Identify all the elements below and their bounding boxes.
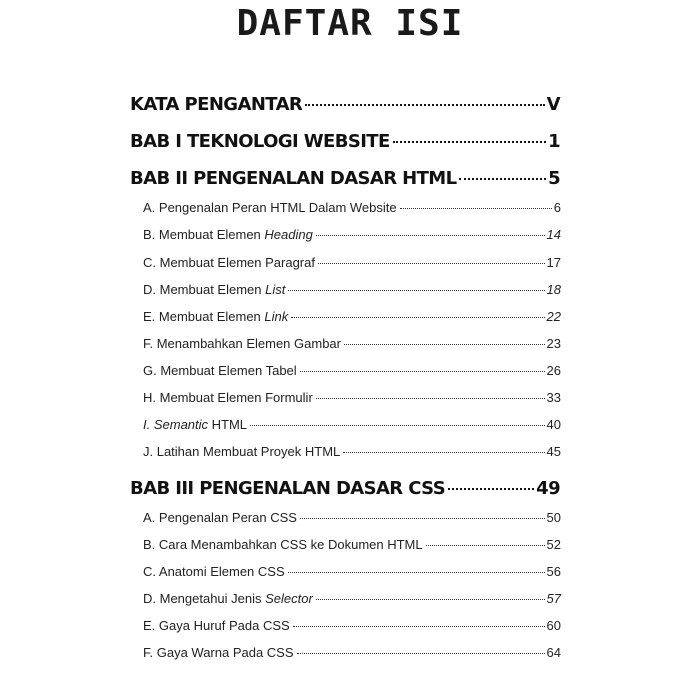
toc-entry-label bbox=[143, 564, 285, 580]
toc-entry-label-part: A. Pengenalan Peran CSS bbox=[143, 510, 297, 525]
toc-section-entry bbox=[143, 390, 561, 406]
toc-page-number: 56 bbox=[546, 564, 561, 579]
toc-page-number: 64 bbox=[546, 645, 561, 660]
toc-entry-label bbox=[130, 131, 390, 153]
toc-section-entry bbox=[143, 363, 561, 379]
toc-chapter-entry bbox=[130, 478, 560, 500]
toc-entry-label-part: F. Menambahkan Elemen Gambar bbox=[143, 336, 341, 351]
toc-entry-label bbox=[143, 444, 340, 460]
toc-entry-label-part: HTML bbox=[208, 417, 248, 432]
dot-leader bbox=[393, 141, 546, 143]
dot-leader bbox=[300, 371, 545, 372]
toc-entry-label bbox=[143, 309, 288, 325]
toc-entry-label-part: J. Latihan Membuat Proyek HTML bbox=[143, 444, 341, 459]
dot-leader bbox=[305, 104, 545, 106]
toc-section-entry bbox=[143, 227, 561, 243]
toc-entry-label bbox=[130, 478, 445, 500]
toc-entry-label-part: BAB III PENGENALAN DASAR CSS bbox=[130, 478, 446, 499]
toc-entry-label bbox=[143, 282, 285, 298]
toc-page-number: 5 bbox=[548, 168, 560, 189]
page-title: DAFTAR ISI bbox=[236, 3, 464, 44]
toc-entry-label-part: Selector bbox=[265, 591, 313, 606]
toc-entry-label-part: F. Gaya Warna Pada CSS bbox=[143, 645, 294, 660]
toc-entry-label bbox=[143, 390, 313, 406]
toc-page-number: 23 bbox=[546, 336, 561, 351]
toc-entry-label bbox=[130, 168, 456, 190]
toc-entry-label bbox=[143, 336, 341, 352]
dot-leader bbox=[293, 626, 545, 627]
toc-entry-label bbox=[143, 227, 313, 243]
toc-entry-label-part: D. Membuat Elemen bbox=[143, 282, 266, 297]
toc-page-number: V bbox=[546, 94, 560, 115]
dot-leader bbox=[288, 572, 545, 573]
toc-chapter-entry bbox=[130, 94, 560, 116]
toc-section-entry bbox=[143, 618, 561, 634]
dot-leader bbox=[459, 178, 546, 180]
toc-entry-label bbox=[143, 417, 247, 433]
toc-entry-label-part: Heading bbox=[264, 227, 313, 242]
toc-entry-label bbox=[143, 255, 315, 271]
toc-page-number: 40 bbox=[546, 417, 561, 432]
dot-leader bbox=[344, 344, 545, 345]
toc-entry-label-part: I. Semantic bbox=[143, 417, 209, 432]
dot-leader bbox=[318, 263, 545, 264]
toc-page-number: 50 bbox=[546, 510, 561, 525]
toc-entry-label-part: BAB I TEKNOLOGI WEBSITE bbox=[130, 131, 390, 152]
toc-entry-label-part: List bbox=[265, 282, 286, 297]
toc-entry-label bbox=[143, 363, 297, 379]
dot-leader bbox=[426, 545, 545, 546]
toc-entry-label-part: BAB II PENGENALAN DASAR HTML bbox=[130, 168, 457, 189]
toc-page-number: 1 bbox=[548, 131, 560, 152]
toc-section-entry bbox=[143, 537, 561, 553]
toc-entry-label bbox=[143, 645, 294, 661]
toc-entry-label-part: C. Membuat Elemen Paragraf bbox=[143, 255, 315, 270]
toc-section-entry bbox=[143, 255, 561, 271]
toc-page-number: 22 bbox=[546, 309, 561, 324]
dot-leader bbox=[316, 398, 545, 399]
toc-page-number: 45 bbox=[546, 444, 561, 459]
toc-chapter-entry bbox=[130, 168, 560, 190]
dot-leader bbox=[400, 208, 552, 209]
dot-leader bbox=[297, 653, 545, 654]
toc-section-entry bbox=[143, 309, 561, 325]
toc-entry-label-part: Link bbox=[264, 309, 289, 324]
toc-chapter-entry bbox=[130, 131, 560, 153]
toc-page-number: 57 bbox=[546, 591, 561, 606]
toc-section-entry bbox=[143, 444, 561, 460]
toc-entry-label-part: E. Gaya Huruf Pada CSS bbox=[143, 618, 290, 633]
toc-entry-label bbox=[143, 510, 297, 526]
toc-page-number: 18 bbox=[546, 282, 561, 297]
toc-section-entry bbox=[143, 200, 561, 216]
toc-entry-label bbox=[143, 200, 397, 216]
dot-leader bbox=[316, 235, 545, 236]
toc-section-entry bbox=[143, 564, 561, 580]
toc-entry-label-part: D. Mengetahui Jenis bbox=[143, 591, 266, 606]
toc-entry-label bbox=[143, 537, 423, 553]
toc-entry-label-part: E. Membuat Elemen bbox=[143, 309, 265, 324]
dot-leader bbox=[316, 599, 545, 600]
toc-entry-label-part: G. Membuat Elemen Tabel bbox=[143, 363, 297, 378]
toc-page-number: 17 bbox=[546, 255, 561, 270]
toc-entry-label bbox=[143, 618, 290, 634]
toc-entry-label bbox=[130, 94, 302, 116]
dot-leader bbox=[288, 290, 544, 291]
toc-section-entry bbox=[143, 591, 561, 607]
toc-page-number: 33 bbox=[546, 390, 561, 405]
toc-section-entry bbox=[143, 510, 561, 526]
toc-section-entry bbox=[143, 417, 561, 433]
toc-page-number: 26 bbox=[546, 363, 561, 378]
toc-page-number: 60 bbox=[546, 618, 561, 633]
toc-entry-label-part: A. Pengenalan Peran HTML Dalam Website bbox=[143, 200, 397, 215]
toc-section-entry bbox=[143, 336, 561, 352]
toc-entry-label-part: B. Cara Menambahkan CSS ke Dokumen HTML bbox=[143, 537, 423, 552]
toc-page-number: 6 bbox=[553, 200, 561, 215]
dot-leader bbox=[448, 488, 534, 490]
toc-section-entry bbox=[143, 645, 561, 661]
toc-entry-label bbox=[143, 591, 313, 607]
dot-leader bbox=[343, 452, 544, 453]
dot-leader bbox=[300, 518, 545, 519]
toc-entry-label-part: C. Anatomi Elemen CSS bbox=[143, 564, 285, 579]
toc-entry-label-part: H. Membuat Elemen Formulir bbox=[143, 390, 313, 405]
toc-section-entry bbox=[143, 282, 561, 298]
toc-page-number: 14 bbox=[546, 227, 561, 242]
toc-entry-label-part: KATA PENGANTAR bbox=[130, 94, 303, 115]
toc-page-number: 49 bbox=[536, 478, 560, 499]
dot-leader bbox=[291, 317, 544, 318]
toc-page-number: 52 bbox=[546, 537, 561, 552]
dot-leader bbox=[250, 425, 545, 426]
toc-entry-label-part: B. Membuat Elemen bbox=[143, 227, 265, 242]
